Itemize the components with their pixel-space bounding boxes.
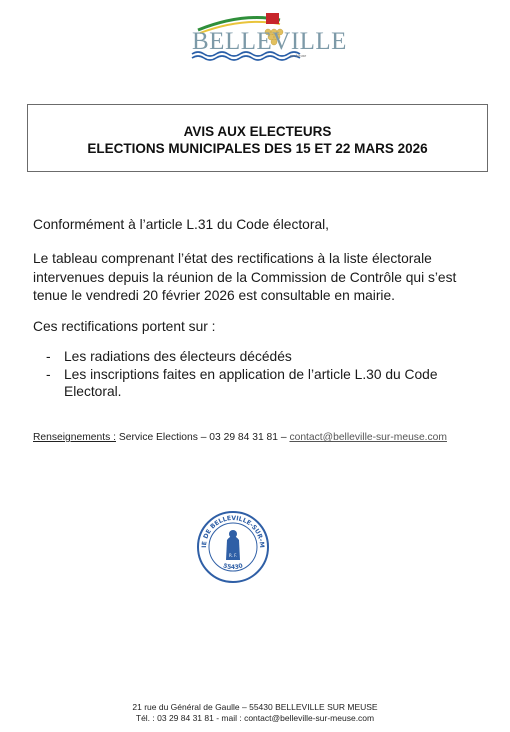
intro-paragraph: Conformément à l’article L.31 du Code électoral, (33, 217, 330, 232)
rectifications-list (46, 348, 466, 401)
svg-text:55430: 55430 (222, 562, 244, 572)
svg-text:MAIRIE DE BELLEVILLE-SUR-MEUSE: IE DE BELLEVILLE-SUR-M (200, 514, 266, 549)
renseignements-line (33, 431, 447, 444)
svg-text:R. F.: R. F. (228, 553, 238, 558)
title-box (27, 104, 488, 172)
list-item (46, 366, 466, 401)
list-item (46, 348, 466, 366)
logo-subtext: sur Meuse (290, 54, 307, 58)
renseignements-service: Service Elections – 03 29 84 31 81 – (116, 432, 290, 443)
renseignements-label: Renseignements : (33, 432, 116, 443)
belleville-logo (188, 10, 347, 62)
footer (0, 702, 510, 724)
rectifications-paragraph: Ces rectifications portent sur : (33, 319, 216, 334)
title-line-2: ELECTIONS MUNICIPALES DES 15 ET 22 MARS 2026 (87, 141, 428, 156)
footer-address: 21 rue du Général de Gaulle – 55430 BELLEVILLE SUR MEUSE (132, 702, 378, 712)
tableau-paragraph: Le tableau comprenant l’état des rectifications à la liste électorale intervenues depuis la réunion de la Commission de Contrôle qui s’est tenue le vendredi 20 février 2026 est consultable en mairie. (33, 251, 457, 303)
contact-email-link[interactable]: contact@belleville-sur-meuse.com (289, 432, 447, 443)
mairie-seal (196, 510, 270, 584)
list-item-text: Les inscriptions faites en application de l’article L.30 du Code Electoral. (64, 366, 438, 399)
seal-graphic (196, 510, 270, 584)
list-item-text: Les radiations des électeurs décédés (64, 349, 292, 364)
logo-text: BELLEVILLE (192, 28, 347, 55)
list-dash: - (46, 349, 51, 364)
title-line-1: AVIS AUX ELECTEURS (183, 124, 332, 139)
list-dash: - (46, 366, 51, 382)
footer-contact: Tél. : 03 29 84 31 81 - mail : contact@belleville-sur-meuse.com (135, 713, 375, 723)
